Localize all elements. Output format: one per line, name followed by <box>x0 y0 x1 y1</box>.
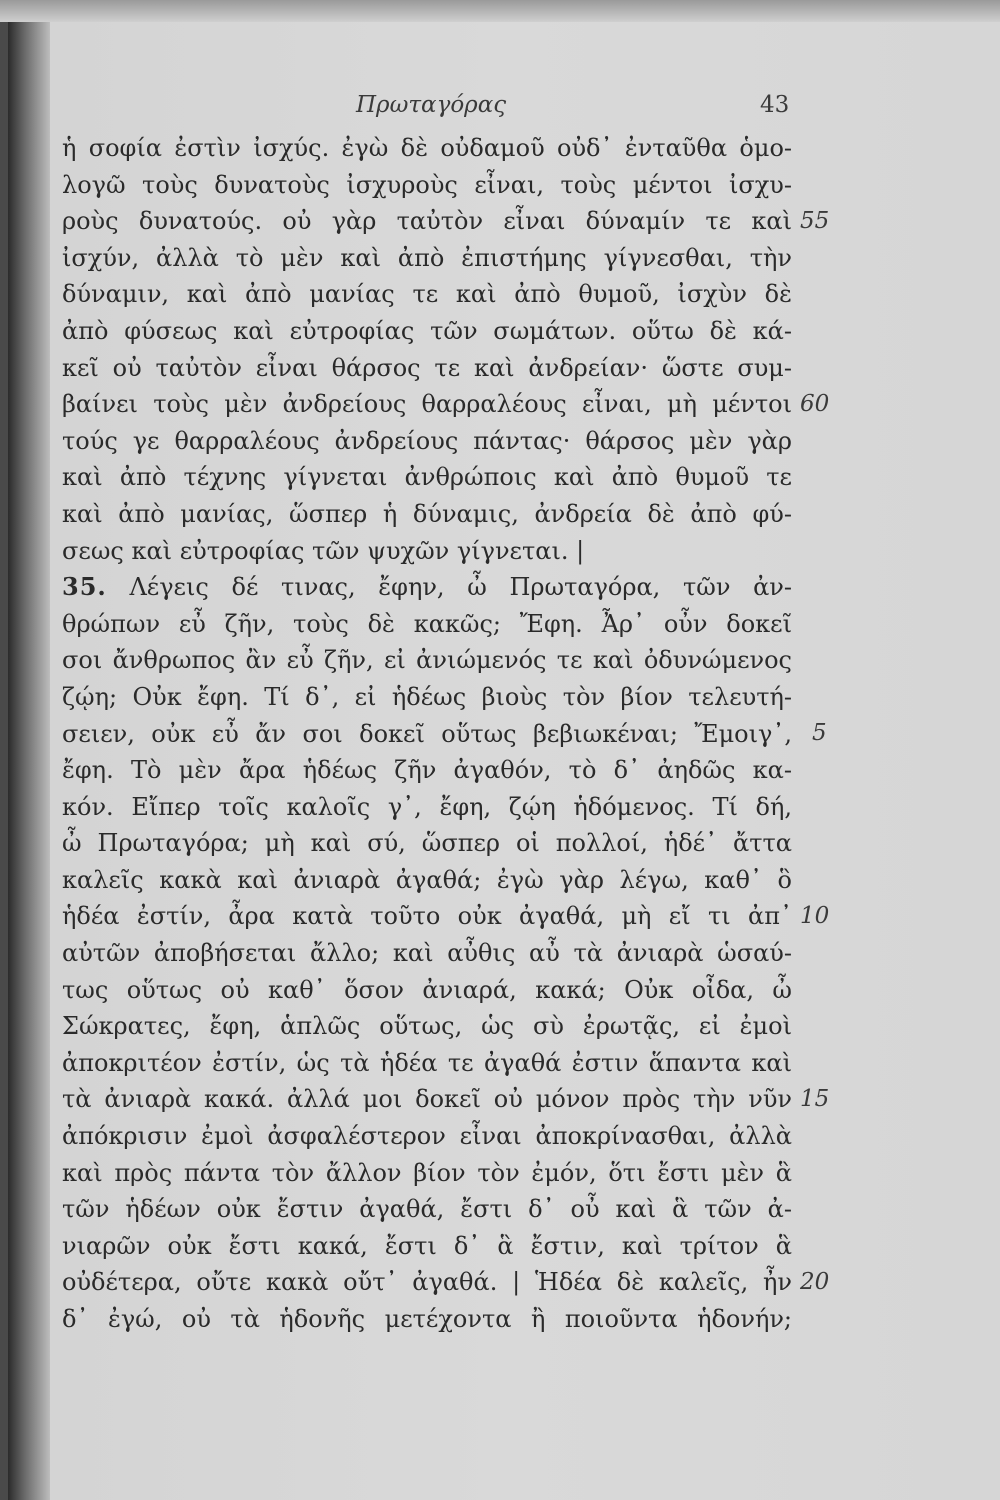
text-line: κεῖ οὐ ταὐτὸν εἶναι θάρσος τε καὶ ἀνδρείαν· ὥστε συμ- <box>62 353 792 382</box>
margin-number: 10 <box>800 903 830 929</box>
text-line: καὶ ἀπὸ μανίας, ὥσπερ ἡ δύναμις, ἀνδρεία δὲ ἀπὸ φύ- <box>62 499 792 528</box>
book-spine-shadow <box>8 0 50 1500</box>
body-text <box>62 130 792 1338</box>
text-line: καλεῖς κακὰ καὶ ἀνιαρὰ ἀγαθά; ἐγὼ γὰρ λέγω, καθ᾽ ὃ <box>62 865 792 894</box>
text-line: δύναμιν, καὶ ἀπὸ μανίας τε καὶ ἀπὸ θυμοῦ, ἰσχὺν δὲ <box>62 280 792 309</box>
text-line: ὦ Πρωταγόρα; μὴ καὶ σύ, ὥσπερ οἱ πολλοί, ἡδέ᾽ ἄττα <box>62 829 792 858</box>
running-title: Πρωταγόρας <box>356 92 507 118</box>
page-header <box>0 92 1000 132</box>
margin-number: 20 <box>800 1269 830 1295</box>
text-line: τως οὕτως οὐ καθ᾽ ὅσον ἀνιαρά, κακά; Οὐκ οἶδα, ὦ <box>62 975 792 1004</box>
text-line: δ᾽ ἐγώ, οὐ τὰ ἡδονῆς μετέχοντα ἢ ποιοῦντα ἡδονήν; <box>62 1305 792 1333</box>
text-line: ἀπὸ φύσεως καὶ εὐτροφίας τῶν σωμάτων. οὕτω δὲ κά- <box>62 316 792 345</box>
margin-number: 55 <box>800 208 830 234</box>
text-line-content: Λέγεις δέ τινας, ἔφην, ὦ Πρωταγόρα, τῶν ἀν- <box>129 573 792 602</box>
text-line: αὐτῶν ἀποβήσεται ἄλλο; καὶ αὖθις αὖ τὰ ἀνιαρὰ ὡσαύ- <box>62 939 792 968</box>
text-line: ἔφη. Τὸ μὲν ἄρα ἡδέως ζῆν ἀγαθόν, τὸ δ᾽ ἀηδῶς κα- <box>62 756 792 785</box>
text-line: τὰ ἀνιαρὰ κακά. ἀλλά μοι δοκεῖ οὐ μόνον πρὸς τὴν νῦν <box>62 1085 792 1114</box>
text-line: ζῴη; Οὐκ ἔφη. Τί δ᾽, εἰ ἡδέως βιοὺς τὸν βίον τελευτή- <box>62 682 792 711</box>
text-line: σειεν, οὐκ εὖ ἄν σοι δοκεῖ οὕτως βεβιωκέναι; Ἔμοιγ᾽, <box>62 719 792 748</box>
text-line: ἀπόκρισιν ἐμοὶ ἀσφαλέστερον εἶναι ἀποκρίνασθαι, ἀλλὰ <box>62 1122 792 1151</box>
margin-number: 15 <box>800 1086 830 1112</box>
text-line: ἰσχύν, ἀλλὰ τὸ μὲν καὶ ἀπὸ ἐπιστήμης γίγνεσθαι, τὴν <box>62 243 792 272</box>
page-top-edge <box>0 0 1000 22</box>
section-number: 35. <box>62 572 107 602</box>
text-line: λογῶ τοὺς δυνατοὺς ἰσχυροὺς εἶναι, τοὺς μέντοι ἰσχυ- <box>62 170 792 199</box>
text-line: Σώκρατες, ἔφη, ἁπλῶς οὕτως, ὡς σὺ ἐρωτᾷς, εἰ ἐμοὶ <box>62 1012 792 1041</box>
text-line: θρώπων εὖ ζῆν, τοὺς δὲ κακῶς; Ἔφη. Ἆρ᾽ οὖν δοκεῖ <box>62 609 792 638</box>
margin-number: 5 <box>812 720 827 746</box>
text-line-section-start <box>62 569 792 606</box>
text-line: καὶ ἀπὸ τέχνης γίγνεται ἀνθρώποις καὶ ἀπὸ θυμοῦ τε <box>62 463 792 492</box>
text-line: ροὺς δυνατούς. οὐ γὰρ ταὐτὸν εἶναι δύναμίν τε καὶ <box>62 207 792 236</box>
text-line: ἀποκριτέον ἐστίν, ὡς τὰ ἡδέα τε ἀγαθά ἐστιν ἅπαντα καὶ <box>62 1048 792 1077</box>
text-line: σεως καὶ εὐτροφίας τῶν ψυχῶν γίγνεται. | <box>62 536 585 565</box>
text-line: βαίνει τοὺς μὲν ἀνδρείους θαρραλέους εἶναι, μὴ μέντοι <box>62 390 792 419</box>
text-line: τῶν ἡδέων οὐκ ἔστιν ἀγαθά, ἔστι δ᾽ οὖ καὶ ἃ τῶν ἀ- <box>62 1195 792 1224</box>
text-line: κόν. Εἴπερ τοῖς καλοῖς γ᾽, ἔφη, ζῴη ἡδόμενος. Τί δή, <box>62 792 792 821</box>
text-line: τούς γε θαρραλέους ἀνδρείους πάντας· θάρσος μὲν γὰρ <box>62 426 792 455</box>
page-number: 43 <box>760 92 790 118</box>
text-line: οὐδέτερα, οὔτε κακὰ οὔτ᾽ ἀγαθά. | Ἡδέα δὲ καλεῖς, ἦν <box>62 1268 792 1297</box>
text-line: ἡδέα ἐστίν, ἆρα κατὰ τοῦτο οὐκ ἀγαθά, μὴ εἴ τι ἀπ᾽ <box>62 902 792 931</box>
text-line: σοι ἄνθρωπος ἂν εὖ ζῆν, εἰ ἀνιώμενός τε καὶ ὀδυνώμενος <box>62 646 792 675</box>
text-line: ἡ σοφία ἐστὶν ἰσχύς. ἐγὼ δὲ οὐδαμοῦ οὐδ᾽ ἐνταῦθα ὁμο- <box>62 134 792 162</box>
text-line: νιαρῶν οὐκ ἔστι κακά, ἔστι δ᾽ ἃ ἔστιν, καὶ τρίτον ἃ <box>62 1231 792 1260</box>
text-line: καὶ πρὸς πάντα τὸν ἄλλον βίον τὸν ἐμόν, ὅτι ἔστι μὲν ἃ <box>62 1158 792 1187</box>
margin-number: 60 <box>800 391 830 417</box>
